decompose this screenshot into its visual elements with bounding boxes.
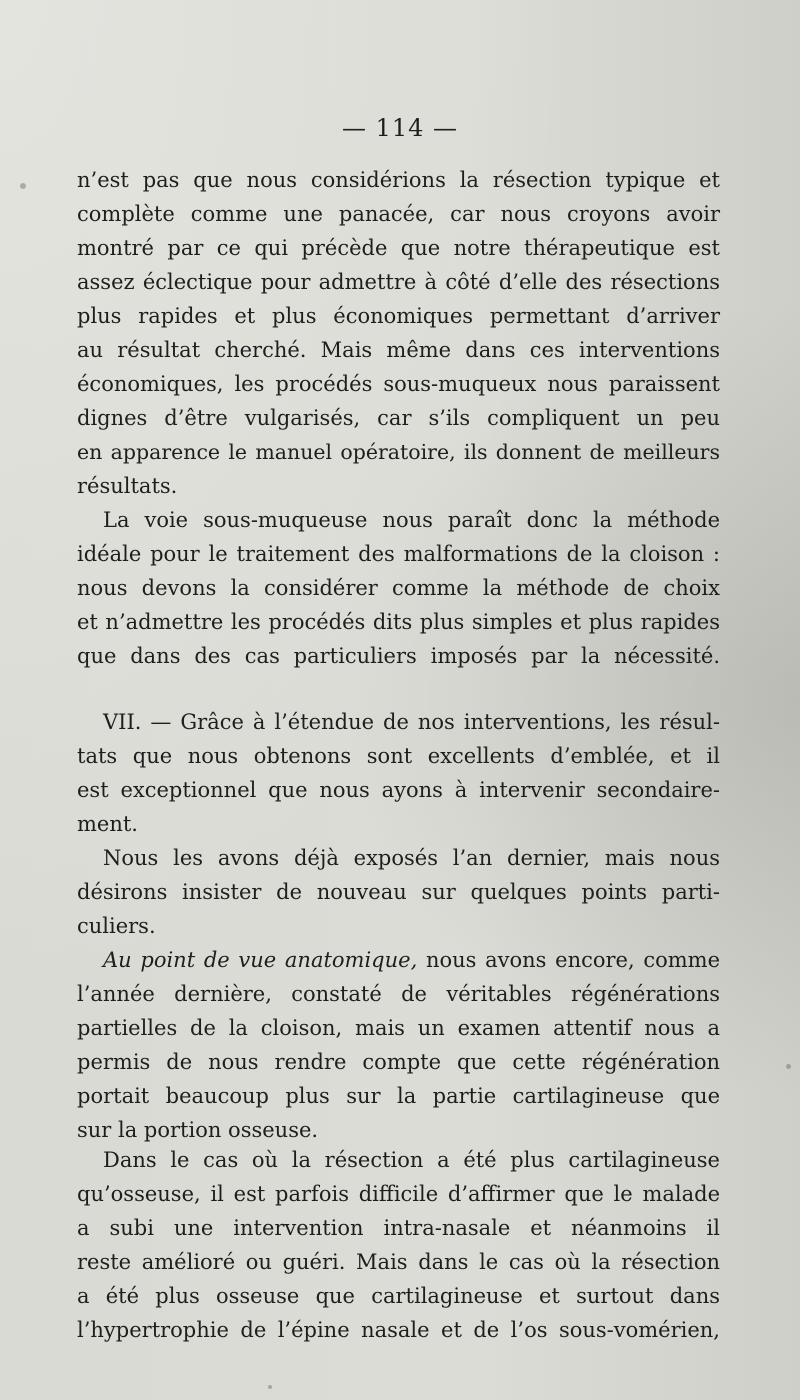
text-line: permis de nous rendre compte que cette régénération — [77, 1050, 720, 1074]
paragraph-anatomical — [77, 943, 720, 1147]
text-line: a été plus osseuse que cartilagineuse et surtout dans — [77, 1284, 720, 1308]
text-line: nous devons la considérer comme la méthode de choix — [77, 576, 720, 600]
text-line: portait beaucoup plus sur la partie cartilagineuse que — [77, 1084, 720, 1108]
text-line: reste amélioré ou guéri. Mais dans le cas où la résection — [77, 1250, 720, 1274]
text-line: culiers. — [77, 914, 156, 938]
text-line: assez éclectique pour admettre à côté d’elle des résections — [77, 270, 720, 294]
text-line: l’année dernière, constaté de véritables régénérations — [77, 982, 720, 1006]
text-line — [77, 943, 720, 977]
text-line: partielles de la cloison, mais un examen attentif nous a — [77, 1016, 720, 1040]
paragraph-2 — [77, 503, 720, 673]
text-line: ment. — [77, 812, 138, 836]
text-line: qu’osseuse, il est parfois difficile d’affirmer que le malade — [77, 1182, 720, 1206]
text-line: en apparence le manuel opératoire, ils donnent de meilleurs — [77, 440, 720, 464]
paragraph-section-vii — [77, 705, 720, 841]
text-line: résultats. — [77, 474, 178, 498]
text-line: montré par ce qui précède que notre thérapeutique est — [77, 236, 720, 260]
paragraph-6 — [77, 1143, 720, 1347]
text-line: dignes d’être vulgarisés, car s’ils compliquent un peu — [77, 406, 720, 430]
ink-speck — [268, 1385, 272, 1389]
text-line: Nous les avons déjà exposés l’an dernier, mais nous — [103, 846, 720, 870]
text-line: plus rapides et plus économiques permettant d’arriver — [77, 304, 720, 328]
text-line: complète comme une panacée, car nous croyons avoir — [77, 202, 720, 226]
text-line: désirons insister de nouveau sur quelques points parti- — [77, 880, 720, 904]
text-line: VII. — Grâce à l’étendue de nos interventions, les résul- — [103, 710, 720, 734]
text-line: idéale pour le traitement des malformations de la cloison : — [77, 542, 720, 566]
text-line: n’est pas que nous considérions la résection typique et — [77, 168, 720, 192]
italic-heading: Au point de vue anatomique, — [103, 948, 418, 972]
text-line: et n’admettre les procédés dits plus simples et plus rapides — [77, 610, 720, 634]
text-line: que dans des cas particuliers imposés par la nécessité. — [77, 644, 720, 668]
text-line: économiques, les procédés sous-muqueux nous paraissent — [77, 372, 720, 396]
text-line: a subi une intervention intra-nasale et néanmoins il — [77, 1216, 720, 1240]
text-line: Dans le cas où la résection a été plus cartilagineuse — [103, 1148, 720, 1172]
paragraph-4 — [77, 841, 720, 943]
text-line: sur la portion osseuse. — [77, 1118, 319, 1142]
text-line: est exceptionnel que nous ayons à intervenir secondaire- — [77, 778, 720, 802]
paragraph-1 — [77, 163, 720, 503]
ink-speck — [20, 183, 26, 189]
text-span: nous avons encore, comme — [425, 948, 720, 972]
ink-speck — [786, 1064, 791, 1069]
text-line: au résultat cherché. Mais même dans ces interventions — [77, 338, 720, 362]
text-line: tats que nous obtenons sont excellents d’emblée, et il — [77, 744, 720, 768]
text-line: La voie sous-muqueuse nous paraît donc la méthode — [103, 508, 720, 532]
text-line: l’hypertrophie de l’épine nasale et de l’os sous-vomérien, — [77, 1318, 720, 1342]
page-number: — 114 — — [341, 114, 459, 142]
